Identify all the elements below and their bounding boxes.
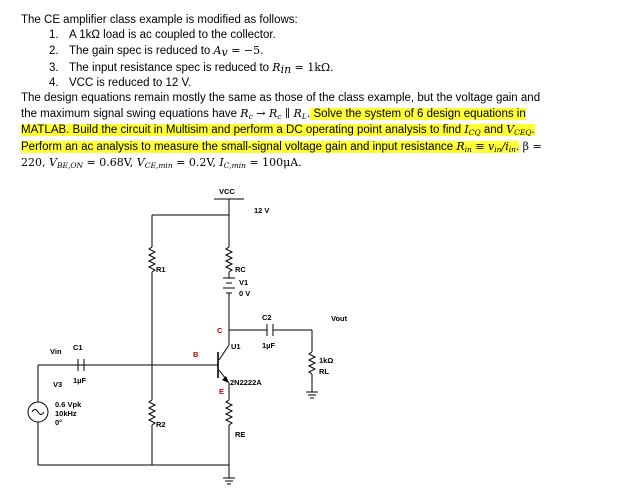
- intro-line: The CE amplifier class example is modified as follows:: [21, 14, 298, 26]
- transistor-label: 2N2222A: [230, 378, 262, 387]
- resistor-r1: [149, 215, 155, 350]
- u1-label: U1: [231, 342, 241, 351]
- ground-icon: [223, 465, 235, 484]
- dc-source-v1: [223, 278, 235, 330]
- r1-label: R1: [156, 265, 166, 274]
- v3-amplitude: 0.6 Vpk: [55, 400, 82, 409]
- rl-label: RL: [319, 367, 329, 376]
- re-label: RE: [235, 430, 246, 439]
- resistor-r2: [149, 400, 155, 465]
- pin-c: C: [217, 326, 223, 335]
- v3-frequency: 10kHz: [55, 409, 77, 418]
- c1-value: 1µF: [73, 376, 87, 385]
- c2-value: 1µF: [262, 341, 276, 350]
- capacitor-c1: [38, 359, 152, 371]
- r2-label: R2: [156, 420, 166, 429]
- resistor-re: [226, 400, 232, 465]
- resistor-rl: [306, 330, 318, 398]
- paragraph-line-1: The design equations remain mostly the same as those of the class example, but the voltage gain and: [21, 92, 541, 105]
- vcc-value: 12 V: [254, 206, 270, 215]
- list-item-4: 4. VCC is reduced to 12 V.: [49, 76, 192, 89]
- svg-text:VCC: VCC: [219, 187, 235, 196]
- rc-label: RC: [235, 265, 246, 274]
- vcc-symbol: [214, 187, 244, 215]
- list-item-2: 2. The gain spec is reduced to $A_v = -5$.: [49, 44, 264, 60]
- paragraph-line-4: Perform an ac analysis to measure the small-signal voltage gain and input resistance $R_{in} \equiv v_{in}/i_{in}$. β =: [21, 139, 542, 154]
- list-item-1: 1. A 1kΩ load is ac coupled to the collector.: [49, 29, 276, 42]
- paragraph-line-3: MATLAB. Build the circuit in Multisim and perform a DC operating point analysis to find $I_{CQ}$ and $V_{CEQ}$.: [21, 123, 535, 138]
- v1-label: V1: [239, 278, 249, 287]
- paragraph-line-5: 220, $V_{BE,ON} = 0.68V$, $V_{CE,min} = 0.2V$, $I_{C,min} = 100\mu A$.: [21, 155, 302, 170]
- vin-label: Vin: [50, 347, 62, 356]
- rl-value: 1kΩ: [319, 356, 334, 365]
- v3-label: V3: [53, 380, 63, 389]
- list-item-3: 3. The input resistance spec is reduced to $R_{in} = 1k\Omega$.: [49, 60, 334, 76]
- v3-phase: 0°: [55, 418, 63, 427]
- resistor-rc: [226, 215, 232, 278]
- pin-b: B: [193, 350, 199, 359]
- paragraph-line-2: the maximum signal swing equations have $R_c \to R_c$ ∥ $R_L$. Solve the system of 6 design equations in: [21, 107, 526, 122]
- pin-e: E: [219, 387, 225, 396]
- vout-label: Vout: [331, 314, 348, 323]
- capacitor-c2: [267, 324, 312, 336]
- c2-label: C2: [262, 313, 272, 322]
- c1-label: C1: [73, 343, 83, 352]
- v1-value: 0 V: [239, 289, 251, 298]
- ac-source-v3: [28, 365, 48, 465]
